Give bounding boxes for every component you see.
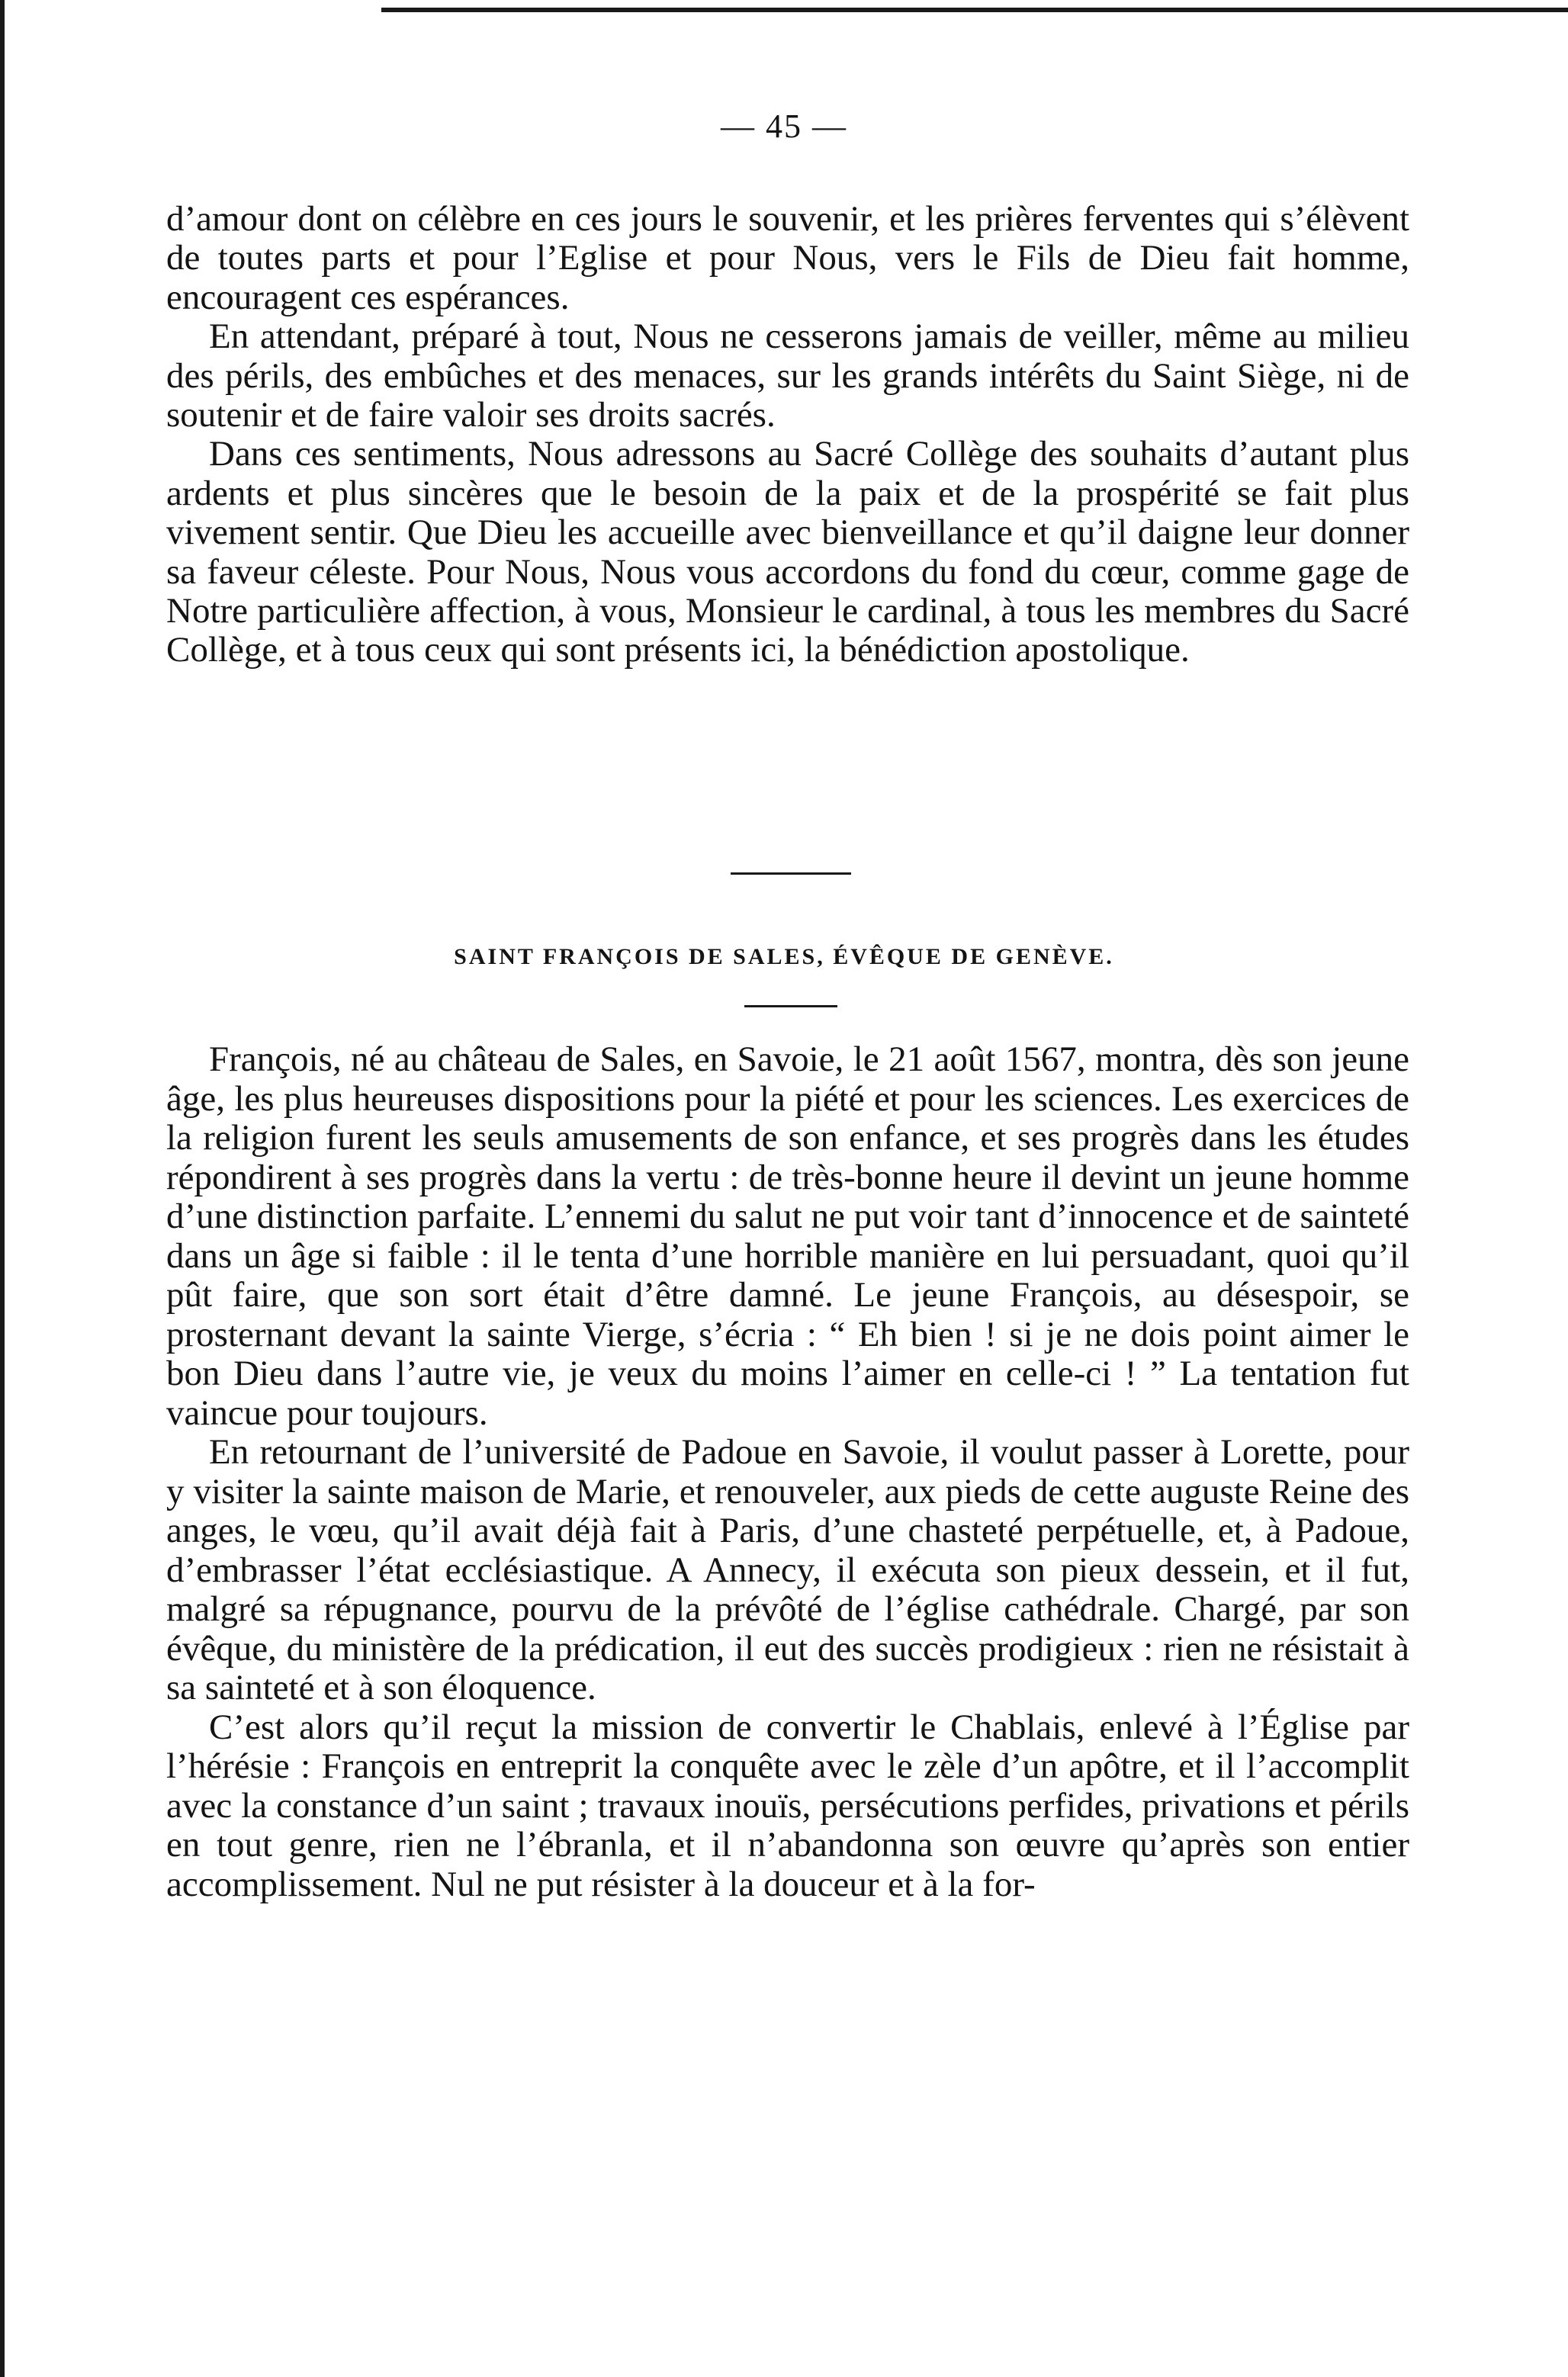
intro-paragraph-1: d’amour dont on célèbre en ces jours le souvenir, et les prières ferventes qui s’élèvent de toutes parts et pour l’Eglise et pour Nous, vers le Fils de Dieu fait homme, encouragent ces espérances.: [166, 199, 1409, 317]
section-title: SAINT FRANÇOIS DE SALES, ÉVÊQUE DE GENÈVE.: [454, 944, 1114, 969]
page-edge-rule: [0, 0, 5, 2377]
body-paragraph-2: En retournant de l’université de Padoue en Savoie, il voulut passer à Lorette, pour y visiter la sainte maison de Marie, et renouveler, aux pieds de cette auguste Reine des anges, le vœu, qu’il avait déjà fait à Paris, d’une chasteté perpétuelle, et, à Padoue, d’embrasser l’état ecclésiastique. A Annecy, il exécuta son pieux dessein, et il fut, malgré sa répugnance, pourvu de la prévôté de l’église cathédrale. Chargé, par son évêque, du ministère de la prédication, il eut des succès prodigieux : rien ne résistait à sa sainteté et à son éloquence.: [166, 1432, 1409, 1707]
page-number: — 45 —: [721, 108, 847, 145]
title-underline-rule: [744, 1005, 837, 1007]
body-paragraph-3: C’est alors qu’il reçut la mission de convertir le Chablais, enlevé à l’Église par l’hérésie : François en entreprit la conquête avec le zèle d’un apôtre, et il l’accomplit avec la constance d’un saint ; travaux inouïs, persécutions perfides, privations et périls en tout genre, rien ne l’ébranla, et il n’abandonna son œuvre qu’après son entier accomplissement. Nul ne put résister à la douceur et à la for-: [166, 1707, 1409, 1904]
body-paragraph-1: François, né au château de Sales, en Savoie, le 21 août 1567, montra, dès son jeune âge, les plus heureuses dispositions pour la piété et pour les sciences. Les exercices de la religion furent les seuls amusements de son enfance, et ses progrès dans les études répondirent à ses progrès dans la vertu : de très-bonne heure il devint un jeune homme d’une distinction parfaite. L’ennemi du salut ne put voir tant d’innocence et de sainteté dans un âge si faible : il le tenta d’une horrible manière en lui persuadant, quoi qu’il pût faire, que son sort était d’être damné. Le jeune François, au désespoir, se prosternant devant la sainte Vierge, s’écria : “ Eh bien ! si je ne dois point aimer le bon Dieu dans l’autre vie, je veux du moins l’aimer en celle-ci ! ” La tentation fut vaincue pour toujours.: [166, 1039, 1409, 1433]
intro-paragraph-3: Dans ces sentiments, Nous adressons au Sacré Collège des souhaits d’autant plus ardents et plus sincères que le besoin de la paix et de la prospérité se fait plus vivement sentir. Que Dieu les accueille avec bienveillance et qu’il daigne leur donner sa faveur céleste. Pour Nous, Nous vous accordons du fond du cœur, comme gage de Notre particulière affection, à vous, Monsieur le cardinal, à tous les membres du Sacré Collège, et à tous ceux qui sont présents ici, la bénédiction apostolique.: [166, 434, 1409, 670]
intro-text-block: [166, 200, 1409, 670]
body-text-block: [166, 1040, 1409, 1904]
section-separator-rule: [731, 872, 851, 875]
intro-paragraph-2: En attendant, préparé à tout, Nous ne cesserons jamais de veiller, même au milieu des périls, des embûches et des menaces, sur les grands intérêts du Saint Siège, ni de soutenir et de faire valoir ses droits sacrés.: [166, 316, 1409, 435]
page-top-rule: [381, 8, 1568, 12]
